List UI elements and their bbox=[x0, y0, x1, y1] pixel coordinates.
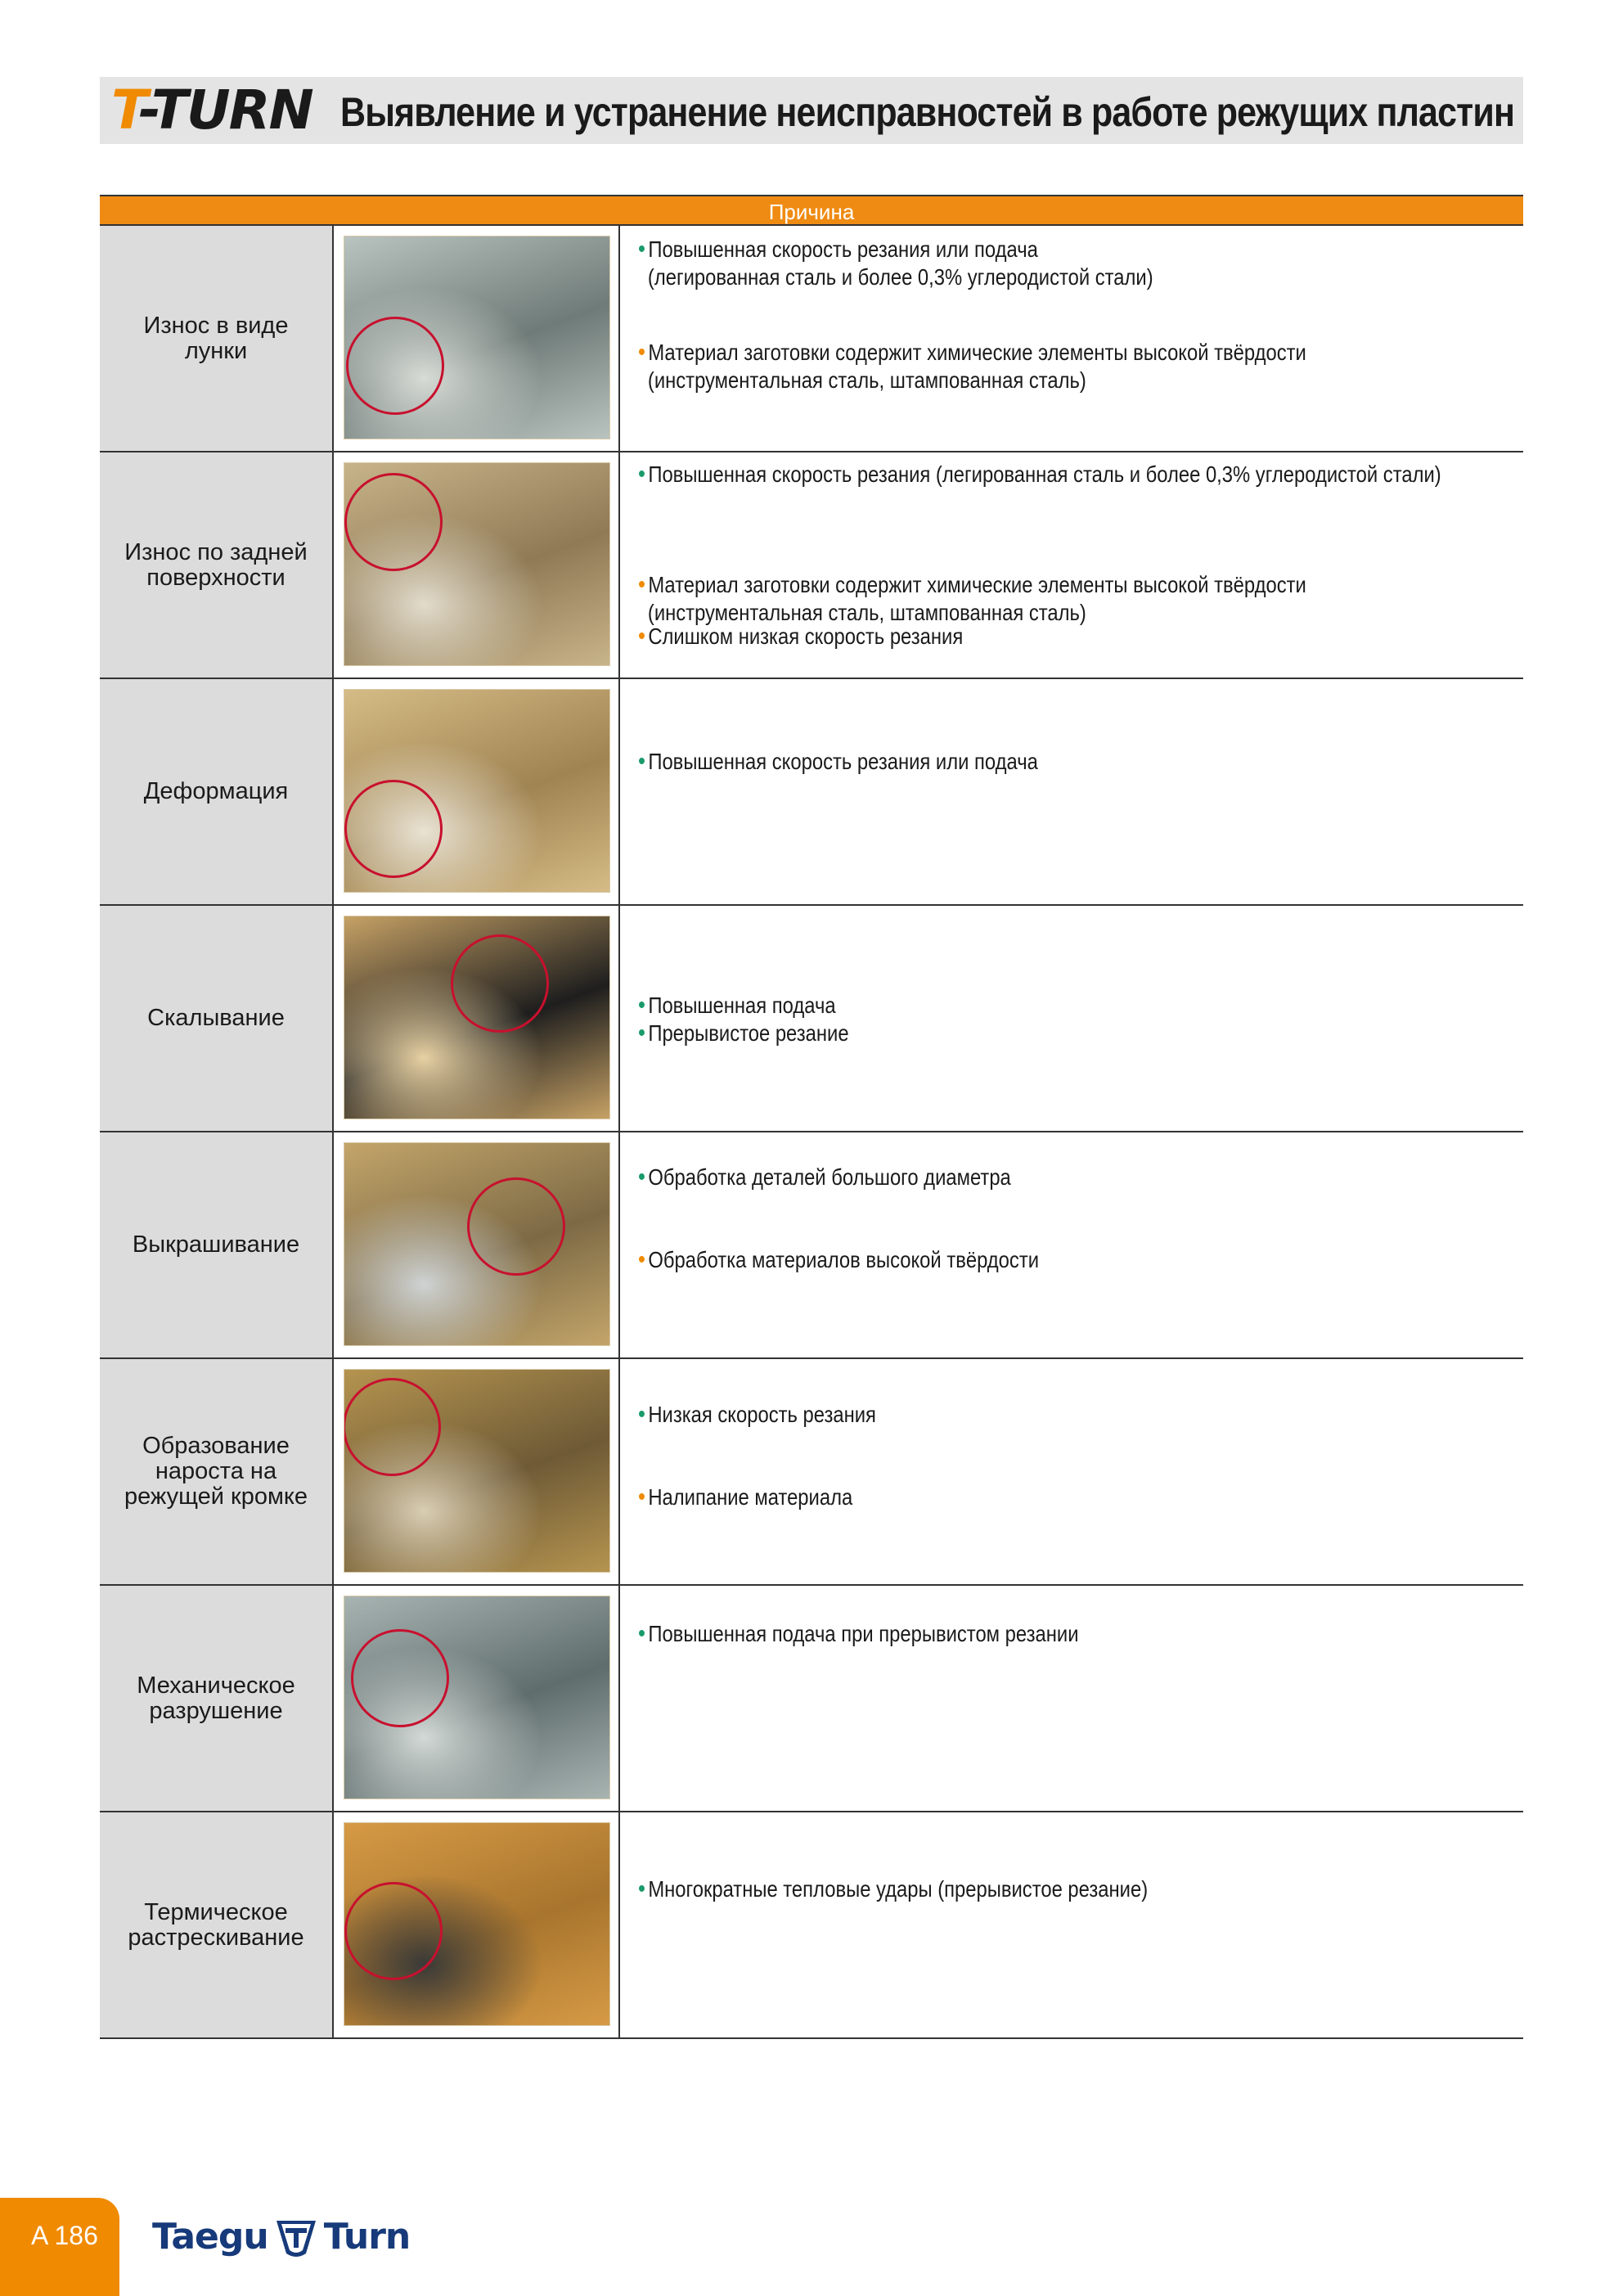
column-header: Причина bbox=[100, 195, 1523, 226]
cause-text: Слишком низкая скорость резания bbox=[648, 624, 964, 649]
bullet-dot-icon: • bbox=[638, 1246, 645, 1273]
cause-item bbox=[638, 339, 1306, 394]
issue-name: Скалывание bbox=[100, 906, 334, 1131]
cause-text: Материал заготовки содержит химические элементы высокой твёрдости bbox=[648, 572, 1306, 597]
bullet-dot-icon: • bbox=[638, 461, 645, 488]
issue-name: Выкрашивание bbox=[100, 1132, 334, 1357]
photo-cell bbox=[334, 226, 620, 451]
table-row bbox=[100, 679, 1523, 906]
defect-highlight-circle bbox=[344, 473, 443, 571]
cause-detail: (легированная сталь и более 0,3% углеродистой стали) bbox=[647, 264, 1153, 290]
troubleshooting-table bbox=[100, 195, 1523, 2039]
issue-name: Износ в виде лунки bbox=[100, 226, 334, 451]
insert-wear-photo bbox=[344, 916, 610, 1119]
photo-cell bbox=[334, 452, 620, 678]
table-row bbox=[100, 1132, 1523, 1359]
cause-item bbox=[638, 1401, 876, 1429]
photo-cell bbox=[334, 1812, 620, 2037]
cause-item bbox=[638, 1020, 849, 1047]
causes-cell bbox=[620, 452, 1523, 678]
bullet-dot-icon: • bbox=[638, 1164, 645, 1191]
cause-text: Обработка материалов высокой твёрдости bbox=[648, 1247, 1040, 1272]
issue-name: Механическое разрушение bbox=[100, 1586, 334, 1811]
table-row bbox=[100, 226, 1523, 452]
cause-text: Многократные тепловые удары (прерывистое резание) bbox=[648, 1876, 1149, 1902]
logo-text-left: Taegu bbox=[152, 2216, 268, 2258]
cause-text: Прерывистое резание bbox=[648, 1020, 849, 1046]
page-header bbox=[100, 77, 1523, 144]
defect-highlight-circle bbox=[346, 317, 444, 415]
insert-wear-photo bbox=[344, 1142, 610, 1346]
cause-text: Повышенная скорость резания или подача bbox=[648, 236, 1038, 262]
cause-text: Повышенная скорость резания или подача bbox=[648, 749, 1038, 774]
cause-text: Повышенная скорость резания (легированная сталь и более 0,3% углеродистой стали) bbox=[648, 461, 1441, 487]
photo-cell bbox=[334, 906, 620, 1131]
bullet-dot-icon: • bbox=[638, 339, 645, 366]
defect-highlight-circle bbox=[451, 934, 549, 1033]
insert-wear-photo bbox=[344, 1596, 610, 1799]
logo-badge-icon bbox=[273, 2214, 319, 2260]
defect-highlight-circle bbox=[344, 780, 443, 878]
cause-text: Обработка деталей большого диаметра bbox=[648, 1164, 1011, 1190]
cause-item bbox=[638, 748, 1038, 776]
cause-item bbox=[638, 1483, 852, 1511]
logo-text-right: Turn bbox=[323, 2216, 411, 2258]
defect-highlight-circle bbox=[351, 1629, 449, 1727]
defect-highlight-circle bbox=[344, 1378, 441, 1476]
cause-detail: (инструментальная сталь, штампованная сталь) bbox=[647, 367, 1086, 393]
cause-text: Материал заготовки содержит химические элементы высокой твёрдости bbox=[648, 340, 1306, 365]
insert-wear-photo bbox=[344, 1822, 610, 2026]
insert-wear-photo bbox=[344, 462, 610, 666]
t-turn-logo: T-TURN bbox=[111, 79, 312, 142]
page-title: Выявление и устранение неисправностей в работе режущих пластин bbox=[340, 89, 1515, 135]
cause-item bbox=[638, 992, 836, 1020]
table-row bbox=[100, 452, 1523, 679]
bullet-dot-icon: • bbox=[638, 1020, 645, 1047]
cause-item bbox=[638, 571, 1306, 627]
bullet-dot-icon: • bbox=[638, 1401, 645, 1428]
table-row bbox=[100, 1359, 1523, 1586]
table-row bbox=[100, 1812, 1523, 2039]
causes-cell bbox=[620, 1132, 1523, 1357]
table-body bbox=[100, 226, 1523, 2039]
issue-name: Термическое растрескивание bbox=[100, 1812, 334, 2037]
cause-item bbox=[638, 1875, 1148, 1903]
cause-item bbox=[638, 236, 1153, 291]
bullet-dot-icon: • bbox=[638, 1875, 645, 1902]
cause-item bbox=[638, 623, 963, 651]
cause-text: Низкая скорость резания bbox=[648, 1402, 876, 1427]
insert-wear-photo bbox=[344, 236, 610, 439]
cause-text: Повышенная подача bbox=[648, 993, 836, 1018]
table-row bbox=[100, 906, 1523, 1132]
cause-item bbox=[638, 1620, 1078, 1648]
causes-cell bbox=[620, 1586, 1523, 1811]
bullet-dot-icon: • bbox=[638, 992, 645, 1019]
cause-text: Повышенная подача при прерывистом резании bbox=[648, 1621, 1079, 1646]
table-row bbox=[100, 1586, 1523, 1812]
cause-item bbox=[638, 1246, 1039, 1274]
causes-cell bbox=[620, 1359, 1523, 1584]
photo-cell bbox=[334, 679, 620, 904]
photo-cell bbox=[334, 1586, 620, 1811]
photo-cell bbox=[334, 1132, 620, 1357]
issue-name: Деформация bbox=[100, 679, 334, 904]
taegu-turn-logo bbox=[152, 2214, 410, 2260]
causes-cell bbox=[620, 679, 1523, 904]
bullet-dot-icon: • bbox=[638, 571, 645, 598]
defect-highlight-circle bbox=[344, 1882, 443, 1980]
bullet-dot-icon: • bbox=[638, 748, 645, 775]
issue-name: Износ по задней поверхности bbox=[100, 452, 334, 678]
causes-cell bbox=[620, 226, 1523, 451]
cause-item bbox=[638, 461, 1441, 488]
cause-item bbox=[638, 1164, 1011, 1191]
insert-wear-photo bbox=[344, 689, 610, 893]
defect-highlight-circle bbox=[467, 1177, 565, 1276]
photo-cell bbox=[334, 1359, 620, 1584]
bullet-dot-icon: • bbox=[638, 1620, 645, 1647]
cause-text: Налипание материала bbox=[648, 1484, 853, 1510]
cause-detail: (инструментальная сталь, штампованная сталь) bbox=[647, 600, 1086, 625]
bullet-dot-icon: • bbox=[638, 1483, 645, 1510]
bullet-dot-icon: • bbox=[638, 236, 645, 263]
issue-name: Образование нароста на режущей кромке bbox=[100, 1359, 334, 1584]
causes-cell bbox=[620, 906, 1523, 1131]
causes-cell bbox=[620, 1812, 1523, 2037]
bullet-dot-icon: • bbox=[638, 623, 645, 650]
insert-wear-photo bbox=[344, 1369, 610, 1573]
page-number: A 186 bbox=[31, 2221, 98, 2250]
